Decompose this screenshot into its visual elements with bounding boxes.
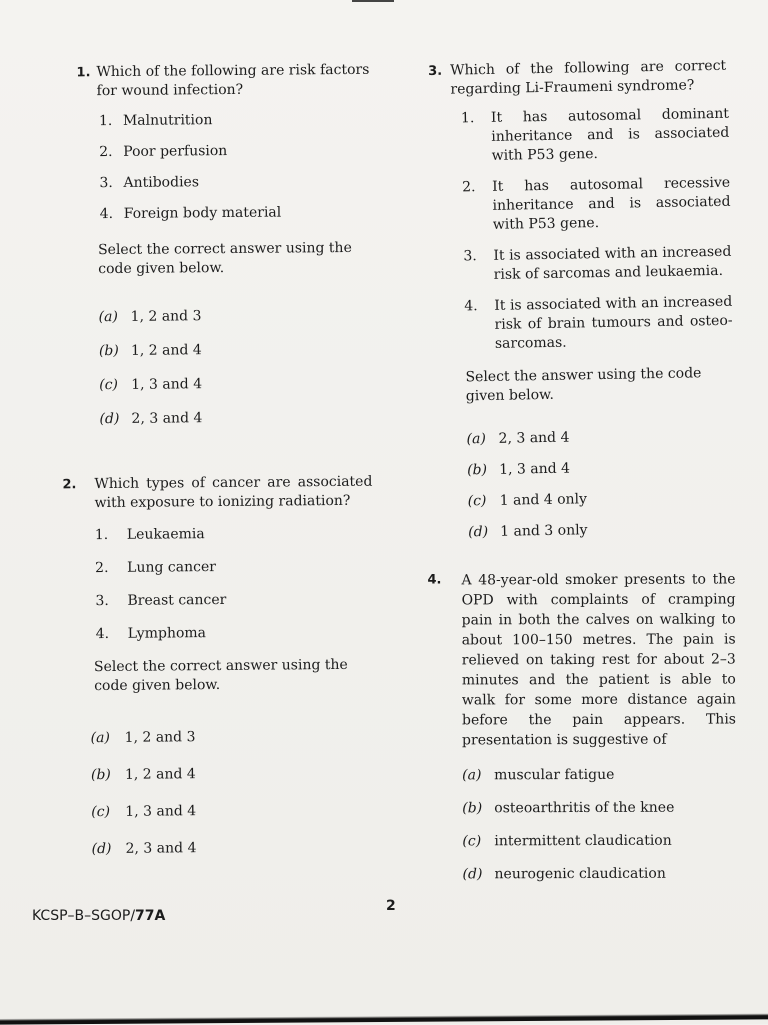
bottom-edge-shadow: [0, 1013, 768, 1024]
statement-number: 2.: [95, 559, 109, 577]
question-2: [62, 473, 377, 860]
answer-option-c[interactable]: [436, 488, 738, 512]
option-letter: (b): [98, 342, 119, 360]
question-text: Which of the following are correct regarding Li-Fraumeni syndrome?: [450, 57, 727, 98]
statement-number: 4.: [99, 206, 114, 223]
option-letter: (a): [462, 767, 482, 784]
statement-text: Foreign body material: [123, 204, 282, 222]
select-instruction: Select the correct answer using the code given below.: [93, 656, 348, 695]
select-instruction: Select the answer using the code given below.: [465, 365, 702, 405]
question-3: [428, 57, 738, 543]
question-stem: [76, 61, 382, 102]
option-text: 1, 3 and 4: [131, 376, 203, 393]
option-letter: (a): [466, 431, 487, 448]
question-text: Which of the following are risk factors for wound infection?: [96, 61, 370, 100]
option-text: muscular fatigue: [494, 766, 615, 784]
statement-text: It is associated with an increased risk of brain tumours and osteo-sarcomas.: [494, 293, 733, 352]
option-letter: (c): [467, 493, 487, 510]
statement-text: It has autosomal recessive inheritance and is associated with P53 gene.: [492, 174, 731, 233]
statement: [77, 172, 377, 194]
statement-number: 3.: [99, 175, 113, 192]
question-number: 3.: [428, 63, 443, 79]
option-letter: (c): [91, 803, 111, 821]
statement-number: 1.: [460, 110, 475, 127]
booklet-code-prefix: KCSP–B–SGOP/: [32, 908, 136, 924]
option-letter: (d): [99, 410, 120, 428]
option-text: 2, 3 and 4: [131, 410, 203, 427]
option-letter: (a): [98, 308, 118, 326]
option-text: 2, 3 and 4: [125, 840, 197, 857]
statement-number: 2.: [99, 144, 113, 161]
question-text: A 48-year-old smoker presents to the OPD with complaints of cramping pain in both the calves on walking to about 100–150 metres. The pain is relieved on taking rest for about 2–3 minutes and the patient is able to walk for some more distance again before the pain appears. This presentation is suggestive of: [461, 571, 737, 749]
statement: [77, 110, 377, 132]
answer-option-c[interactable]: [428, 831, 738, 851]
option-text: osteoarthritis of the knee: [494, 799, 675, 817]
statement-text: Leukaemia: [126, 526, 205, 543]
statement-text: Malnutrition: [122, 112, 213, 129]
answer-option-a[interactable]: [79, 306, 379, 328]
page-number: 2: [386, 898, 396, 914]
answer-option-d[interactable]: [428, 864, 738, 884]
option-letter: (b): [466, 462, 488, 479]
option-letter: (d): [91, 840, 112, 858]
question-text: Which types of cancer are associated with exposure to ionizing radiation?: [94, 473, 373, 512]
option-text: 1 and 4 only: [499, 491, 588, 509]
answer-option-b[interactable]: [79, 340, 379, 362]
statement: [63, 557, 375, 579]
answer-option-b[interactable]: [428, 798, 738, 818]
statement: [430, 174, 731, 236]
question-stem: [62, 473, 372, 514]
question-4: [427, 569, 738, 884]
answer-option-d[interactable]: [436, 519, 738, 543]
option-text: 1, 3 and 4: [498, 460, 571, 478]
statement-text: Poor perfusion: [123, 143, 228, 160]
booklet-code: [32, 908, 165, 924]
option-letter: (d): [462, 866, 483, 883]
option-text: 1, 2 and 3: [130, 308, 202, 325]
statement-number: 3.: [463, 248, 477, 265]
option-text: 1, 2 and 4: [124, 766, 196, 783]
question-stem: [427, 569, 736, 750]
statement-number: 4.: [95, 625, 110, 643]
statement-number: 4.: [464, 298, 478, 315]
answer-option-b[interactable]: [65, 764, 377, 786]
answer-option-b[interactable]: [435, 457, 737, 481]
option-text: 1, 2 and 4: [130, 342, 202, 359]
statement-number: 2.: [462, 179, 476, 196]
option-letter: (d): [468, 524, 489, 541]
statement: [432, 293, 733, 355]
statement-text: Lymphoma: [127, 625, 207, 642]
option-letter: (c): [462, 833, 482, 850]
select-instruction: Select the correct answer using the code given below.: [97, 239, 352, 278]
option-letter: (b): [90, 766, 111, 784]
statement: [63, 524, 375, 546]
question-stem: [428, 57, 727, 100]
statement: [78, 203, 378, 225]
statement-text: Lung cancer: [127, 559, 216, 576]
option-letter: (a): [90, 729, 110, 747]
option-text: 1, 3 and 4: [125, 803, 197, 820]
statement-text: Breast cancer: [127, 591, 227, 609]
statement-number: 1.: [94, 526, 109, 544]
statement: [63, 590, 375, 612]
question-number: 1.: [76, 65, 91, 81]
statement-text: Antibodies: [123, 174, 200, 191]
option-text: 1, 2 and 3: [124, 729, 196, 746]
answer-option-c[interactable]: [79, 374, 379, 396]
top-rule: [352, 0, 394, 2]
answer-option-c[interactable]: [65, 801, 377, 823]
option-text: 1 and 3 only: [500, 522, 588, 540]
question-1: [76, 61, 379, 430]
question-number: 4.: [427, 572, 442, 588]
answer-option-a[interactable]: [428, 765, 738, 785]
option-text: intermittent claudication: [494, 832, 672, 850]
option-text: neurogenic claudication: [494, 865, 666, 883]
answer-option-a[interactable]: [434, 426, 736, 450]
statement-number: 1.: [98, 113, 113, 130]
answer-option-d[interactable]: [79, 408, 379, 430]
option-letter: (c): [99, 376, 119, 394]
statement-text: It has autosomal dominant inheritance and is associated with P53 gene.: [490, 105, 730, 164]
statement-text: It is associated with an increased risk of sarcomas and leukaemia.: [493, 243, 732, 283]
question-number: 2.: [62, 477, 77, 493]
statement: [64, 623, 376, 645]
booklet-code-suffix: 77A: [135, 908, 166, 924]
statement: [429, 105, 730, 167]
answer-option-a[interactable]: [65, 727, 377, 749]
statement: [77, 141, 377, 163]
statement: [431, 243, 732, 286]
answer-option-d[interactable]: [66, 838, 378, 860]
option-letter: (b): [462, 800, 483, 817]
statement-number: 3.: [95, 592, 109, 610]
option-text: 2, 3 and 4: [498, 429, 570, 447]
